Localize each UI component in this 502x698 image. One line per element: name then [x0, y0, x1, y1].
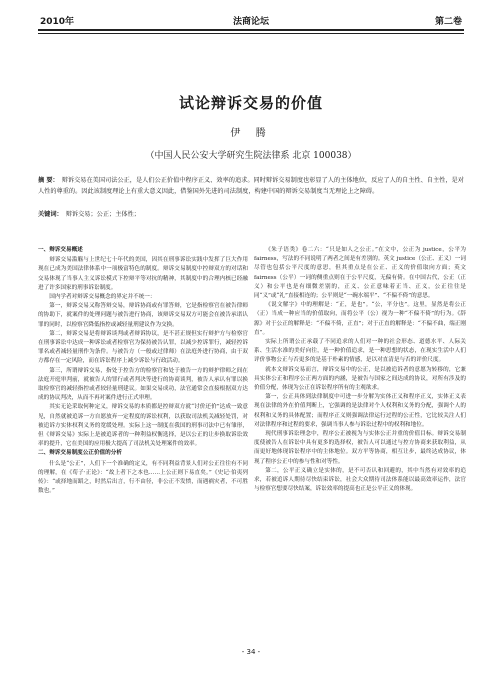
body-paragraph: 现代刑事诉讼理念中，程序公正被视为与实体公正并重的价值目标。辩诉交易制度使被告人在诉讼中具有更多的选择权，被告人可以通过与控方协商来获取利益，从而更好地体现诉讼程序中的主体地位。双方平等协商，相互让步，最终达成协议，体现了程序公正中的参与性和对等性。 — [254, 431, 466, 465]
body-paragraph: 第三，所谓辩诉交易，指处于控告方的检察官和处于被告一方的辩护律师之间在法庭开庭审判前，就被告人的罪行或者判决等进行的协商谈判，被告人承认有罪以换取检察官的减轻指控或者较轻量刑建议。如果交易成功，法官通常会直接根据双方达成的协议判决，从而不再对案件进行正式审理。 — [38, 367, 248, 402]
body-paragraph: 《朱子语类》卷二六：“只是如人之公正。”在文中，公正为 justice，公平为 fairness，写法的不同说明了两者之间是有差别的。英文 justice（公正、正义）一词尽管也包括公平尺度的意思，但其重点是在公正、正义的价值取向方面；英文 fairness（公平）一词的侧重点则在于公平尺度，无偏有倚。在中国古代，公正（正义）和公平也是有细微差别的，正义、公正意味着正当、正义，公正往往是同“义”或“礼”直接相连的；公平则是“一碗水端平”、“不偏不倚”的意思。 — [254, 247, 466, 300]
header-rule-thin — [38, 33, 464, 34]
body-paragraph: 辩诉交易滥觞与上世纪七十年代的美国，因其在刑事诉讼实践中发挥了巨大作用现在已成为美国法律体系中一项极富特色的制度。辩诉交易制度中控辩双方的对话和交易体现了当事人主义诉讼模式下控辩平等对抗的精神，其制度中的合理内核已经融进了许多国家的刑事诉讼制度。 — [38, 257, 248, 291]
body-paragraph: 第二，公平正义确立是实体的，是不可否认和回避的，其中当然有对效率的追求，若被追诉人期待尽快结束诉讼，社会大众期待司法体系能以最高效率运作，法官与检察官想要尽快结案，诉讼效率的提高也正是公平正义的体现。 — [254, 467, 466, 493]
article-author: 伊 腾 — [230, 128, 272, 139]
header-year: 2010年 — [40, 17, 75, 27]
body-paragraph: 《说文解字》中的理解是：“正，是也”。“公，平分也”。这里，显然是将公正（正）当成一种应当的价值取向，而将公平（公）视为一种“不偏不倚”的行为。《辞源》对于公正的解释是：“不偏不倚，正直”；对于正直的解释是：“不偏不曲，端正刚直”。 — [254, 302, 466, 336]
abstract-label: 摘 要： — [38, 177, 59, 184]
keywords-text: 辩诉交易；公正；主体性； — [65, 211, 140, 218]
body-paragraph: 什么是“公正”，人们下一个准确的定义，有不同利益背景人们对公正往往有不同的理解，在《荀子·正论》：“故上者下之本也……上公正则下易直矣。”《史记·伯夷列传》：“或择地而蹈之，时然后出言，行不由径，非公正不发愤，而遇祸灾者，不可胜数也。” — [38, 460, 248, 495]
header-volume: 第二卷 — [434, 17, 462, 27]
body-paragraph: 其实无论采取何种定义，辩诉交易的本质都是控辩双方就“讨价还价”达成一致意见，自然就被追诉一方自愿放弃一定程度的诉讼权利，以获取司法机关减轻处罚，对被追诉方实体权利义务的宽缓处理。实际上这一制度在我国的刑事司法中已有雏形，但《辩诉交易》实际上是被追诉者的一种利益权衡选择，是以公正的让步换取诉讼效率的提升，它在美国的应用极大提高了司法机关处理案件的效率。 — [38, 404, 248, 448]
keywords-label: 关键词： — [38, 211, 63, 218]
body-paragraph: 国内学者对辩诉交易概念的界定并不统一： — [49, 294, 156, 301]
header-rule-thick — [38, 29, 464, 31]
body-column-left — [38, 246, 248, 642]
section-heading: 一、辩诉交易概述 — [38, 247, 83, 253]
article-title: 试论辩诉交易的价值 — [178, 94, 323, 112]
page-number: - 34 - — [241, 648, 261, 656]
body-column-right — [254, 246, 466, 642]
running-header — [38, 12, 464, 28]
body-paragraph: 第一，辩诉交易又称答辩交易，辩诉协商或有罪答辩，它是指检察官在被告律师的协助下，就案件的处理问题与被告进行协商，该辩诉交易双方可能会在被告承诺认罪的同时，以检察官降低指控或减轻量刑建议作为交换。 — [38, 303, 248, 328]
abstract-text: 辩诉交易在美国司法公正，是人们公正价值中程序正义、效率的追求。同时辩诉交易制度也彰显了人的主体地位，反应了人的自主性、自主性，是对人性的尊重的。因此该制度理论上有重大意义因此，借鉴国外先进的司法制度，构建中国的辩诉交易制度当无理论上之障碍。 — [38, 177, 464, 195]
article-affiliation: （中国人民公安大学研究生院法律系 北京 100038） — [145, 151, 357, 161]
body-paragraph: 就本文辩诉交易而言，辩诉交易中的公正，是以被追诉者的意愿为转移的，它兼具实体公正和程序公正两方面的内涵，是被告与国家之间达成的协议，对所有涉及的价值分配，体现为公正在诉讼程序所有的主观欲求。 — [254, 366, 466, 392]
abstract — [38, 176, 466, 197]
section-heading: 二、辩诉交易制度公正价值的分析 — [38, 450, 122, 457]
body-paragraph: 第一，公正具体到法律制度中可进一步分解为实体正义和程序正义，实体正义表现在法律的外在价值判断上，它强调的是法律对个人权利和义务的分配，强调个人的权利和义务的具体配置；而程序正义则强调法律运行过程的公正性，它比较关注人们对法律程序和过程的要求，强调当事人参与诉讼过程中的权利和地位。 — [254, 394, 466, 428]
header-journal-name: 法商论坛 — [232, 17, 269, 27]
body-paragraph: 实际上所谓公正承载了不同追求的人们对一种的社会形态、道德水平、人际关系、生活水准的美好向往，是一种价值追求，是一种思想的状态，在现实生活中人们评价事物公正与否更多的是基于朴素的情感，是以对直清是与否的评价尺度。 — [254, 339, 466, 364]
body-paragraph: 第二，辩诉交易是将辩诉谈判或者辩诉协议，是不甚正规但实行辩护方与检察官在刑事诉讼中达成一种诉讼或者检察官为保持被告认罪，以减少控诉罪行，减轻控诉罪名或者减轻量刑作为条件。与被告方（一般或过律师）在法庭外进行协商，由于双方都存在一定风险，而在诉讼程序上减少诉讼与行政活动。 — [38, 330, 248, 365]
keywords — [38, 210, 466, 220]
